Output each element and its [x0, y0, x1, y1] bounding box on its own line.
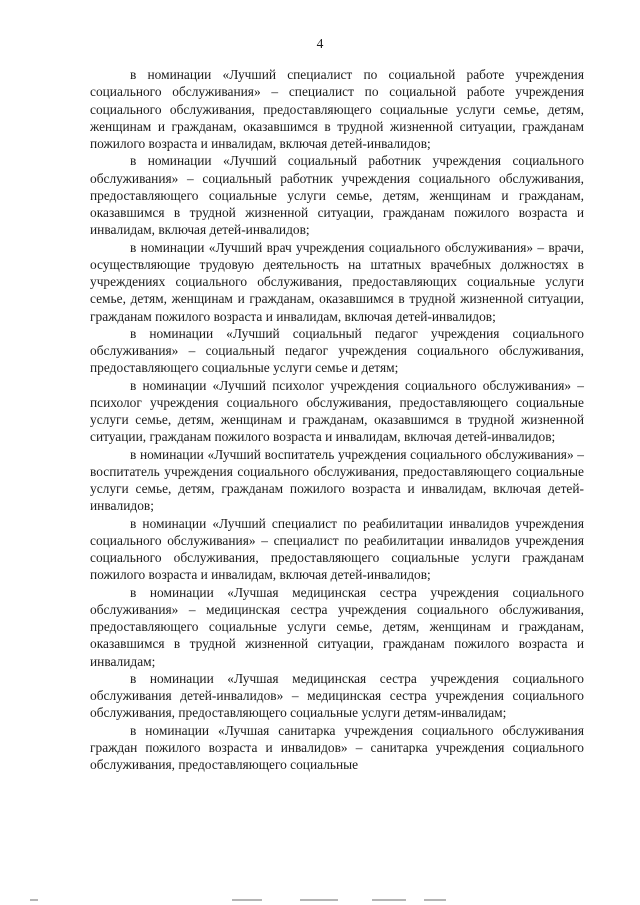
paragraph-nomination-social-worker: в номинации «Лучший социальный работник учреждения социального обслуживания» – социальный работник учреждения социального обслуживания, предоставляющего социальные услуги семье, детям, женщинам и гражданам, оказавшимся в трудной жизненной ситуации, гражданам пожилого возраста и инвалидам, включая детей-инвалидов; — [90, 153, 584, 238]
paragraph-nomination-doctor: в номинации «Лучший врач учреждения социального обслуживания» – врачи, осуществляющие трудовую деятельность на штатных врачебных должностях в учреждениях социального обслуживания, предоставляющих социальные услуги семье, детям, женщинам и гражданам, оказавшимся в трудной жизненной ситуации, гражданам пожилого возраста и инвалидам, включая детей-инвалидов; — [90, 239, 584, 324]
paragraph-nomination-rehabilitation-specialist: в номинации «Лучший специалист по реабилитации инвалидов учреждения социального обслуживания» – специалист по реабилитации инвалидов учреждения социального обслуживания, предоставляющего социальные услуги гражданам пожилого возраста и инвалидам, включая детей-инвалидов; — [90, 515, 584, 583]
footer-scan-artifact — [0, 897, 640, 905]
page-number: 4 — [316, 36, 324, 51]
paragraph-nomination-nurse-disabled-children: в номинации «Лучшая медицинская сестра учреждения социального обслуживания детей-инвалидов» – медицинская сестра учреждения социального обслуживания, предоставляющего социальные услуги детям-инвалидам; — [90, 670, 584, 721]
paragraph-nomination-educator: в номинации «Лучший воспитатель учреждения социального обслуживания» – воспитатель учреждения социального обслуживания, предоставляющего социальные услуги семье, детям, гражданам пожилого возраста и инвалидам, включая детей-инвалидов; — [90, 446, 584, 514]
paragraph-nomination-social-pedagogue: в номинации «Лучший социальный педагог учреждения социального обслуживания» – социальный педагог учреждения социального обслуживания, предоставляющего социальные услуги семье и детям; — [90, 325, 584, 376]
paragraph-nomination-social-work-specialist: в номинации «Лучший специалист по социальной работе учреждения социального обслуживания» – специалист по социальной работе учреждения социального обслуживания, предоставляющего социальные услуги семье, детям, женщинам и гражданам, оказавшимся в трудной жизненной ситуации, гражданам пожилого возраста и инвалидам, включая детей-инвалидов; — [90, 67, 584, 151]
paragraph-nomination-nurse: в номинации «Лучшая медицинская сестра учреждения социального обслуживания» – медицинская сестра учреждения социального обслуживания, предоставляющего социальные услуги семье, детям, женщинам и гражданам, оказавшимся в трудной жизненной ситуации, гражданам пожилого возраста и инвалидам; — [90, 584, 584, 669]
paragraph-nomination-orderly: в номинации «Лучшая санитарка учреждения социального обслуживания граждан пожилого возраста и инвалидов» – санитарка учреждения социального обслуживания, предоставляющего социальные — [90, 722, 584, 772]
paragraph-nomination-psychologist: в номинации «Лучший психолог учреждения социального обслуживания» – психолог учреждения социального обслуживания, предоставляющего социальные услуги семье, детям, женщинам и гражданам, оказавшимся в трудной жизненной ситуации, гражданам пожилого возраста и инвалидам, включая детей-инвалидов; — [90, 377, 584, 445]
document-body — [90, 66, 584, 773]
